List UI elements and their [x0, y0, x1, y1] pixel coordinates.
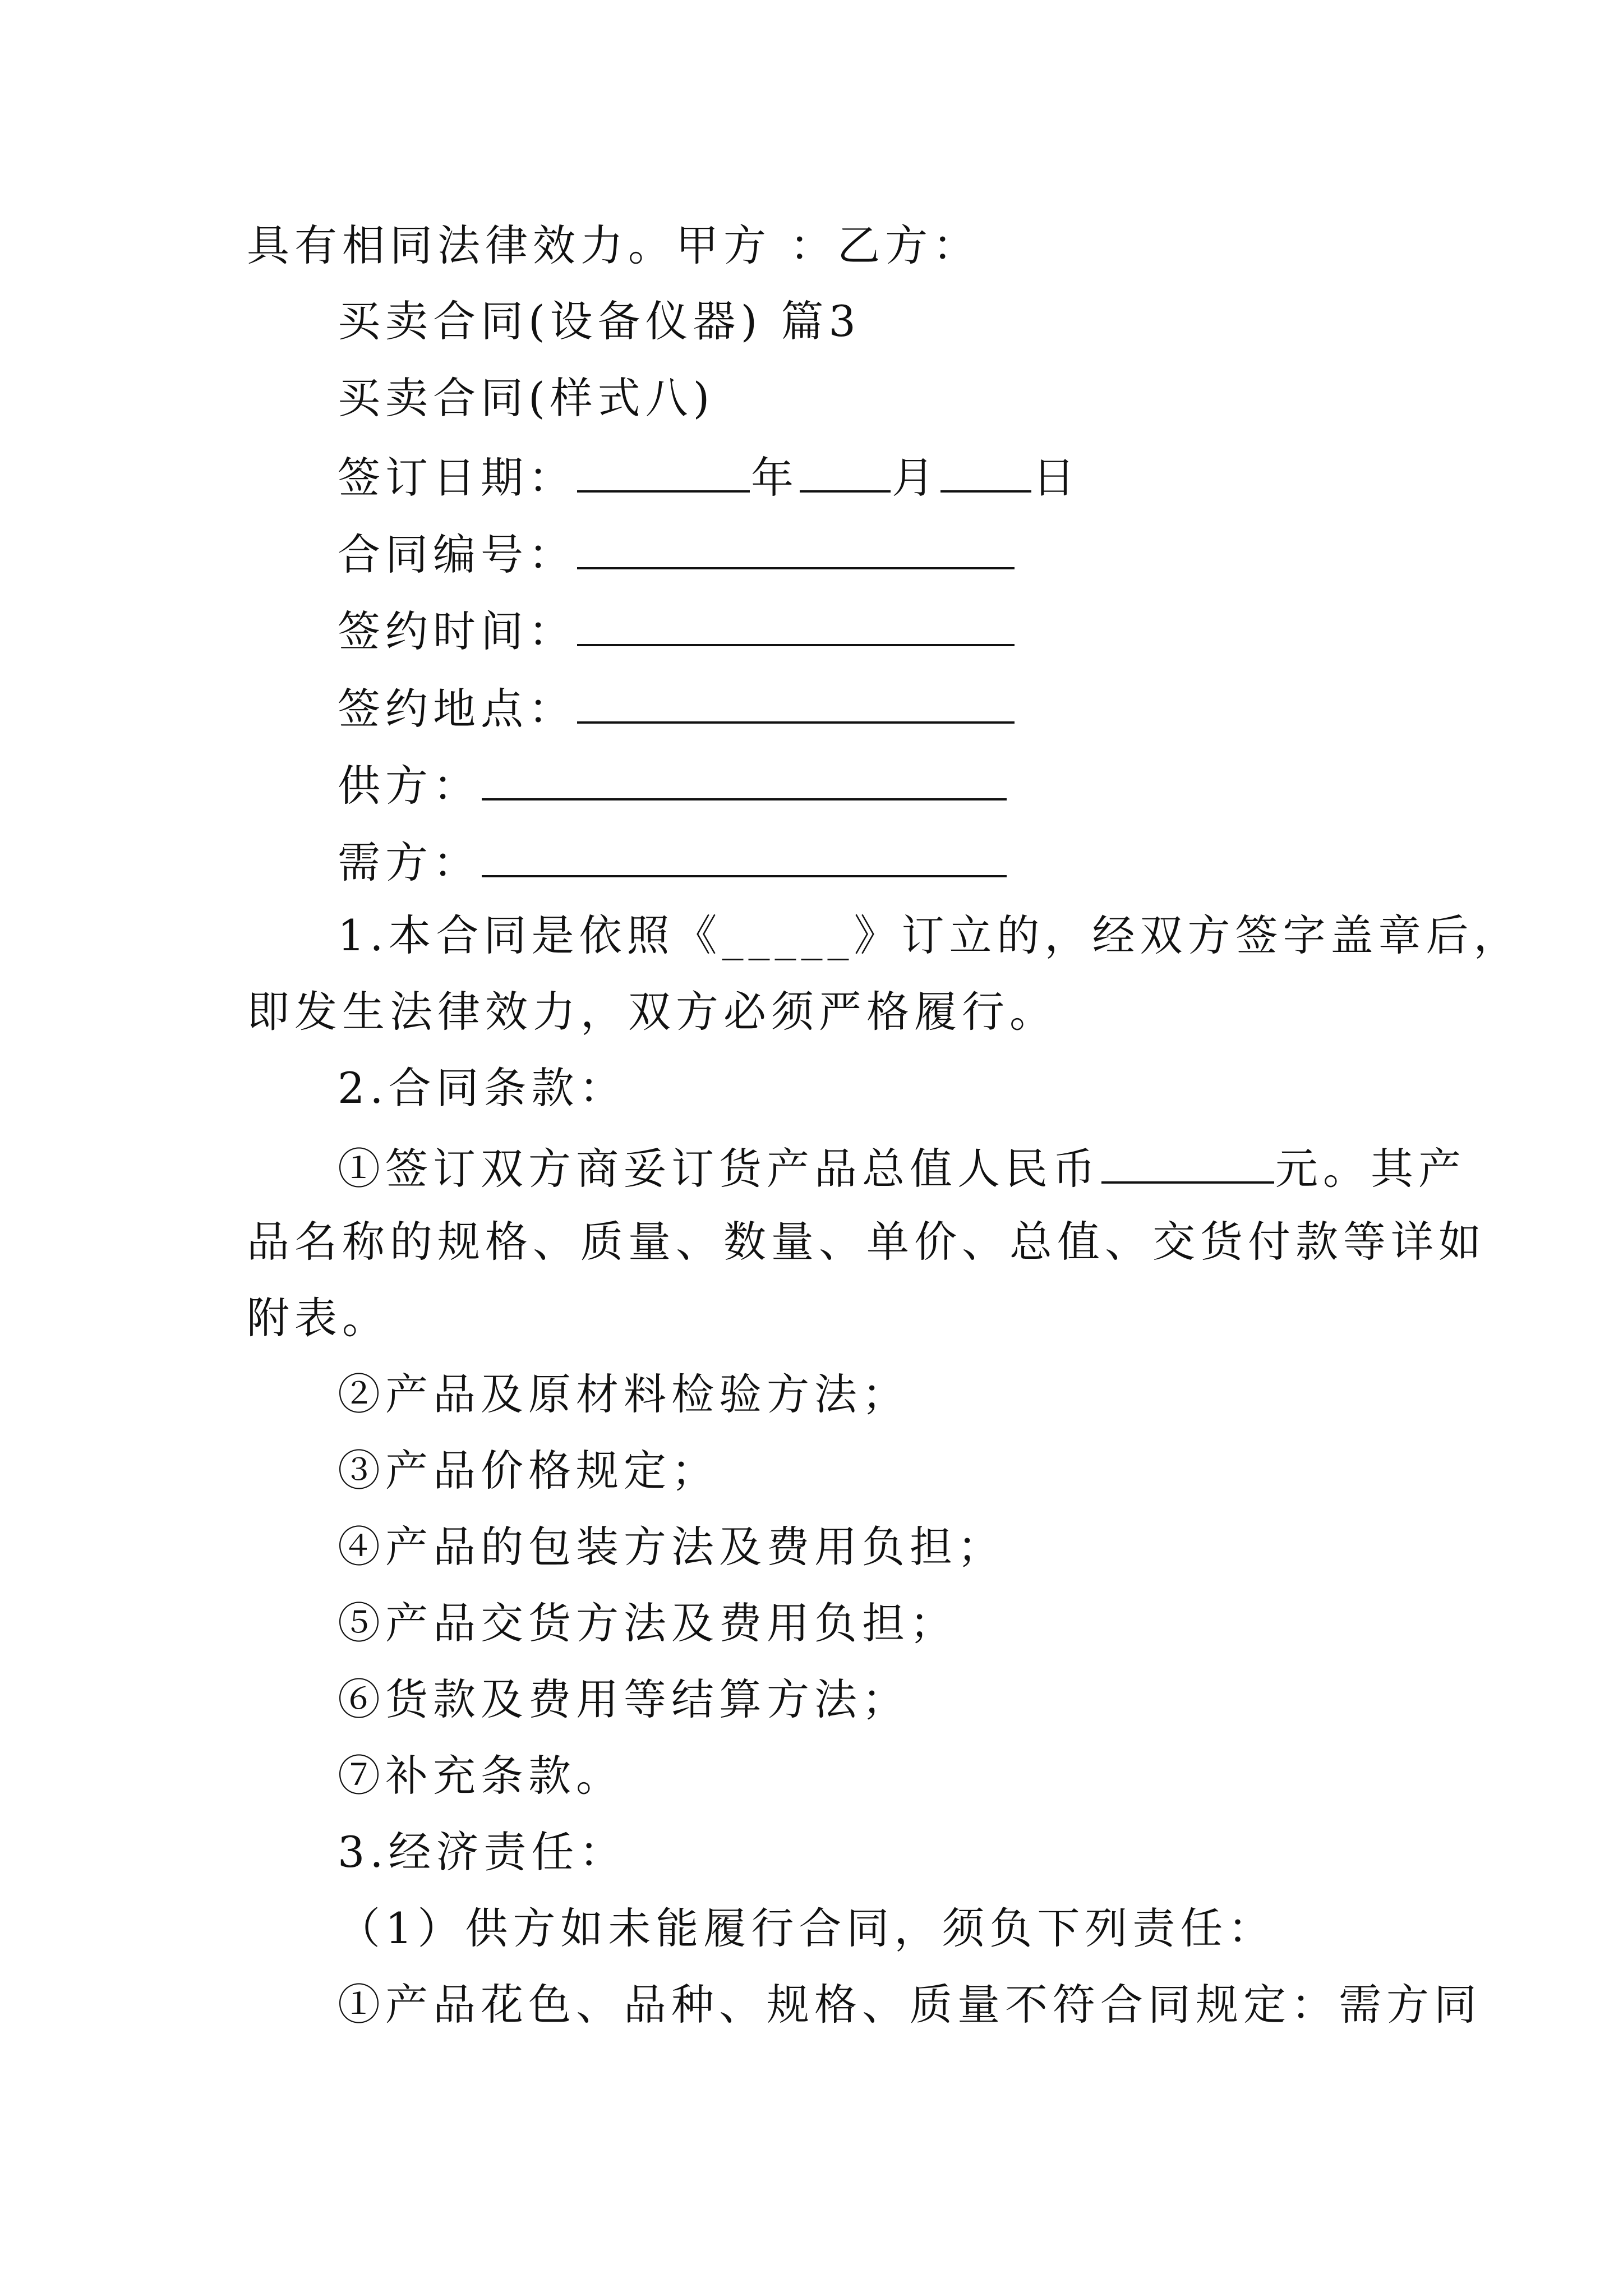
contract-no-line	[338, 530, 1016, 579]
supplier-label: 供方：	[338, 761, 481, 811]
clause-2-item-2: ②产品及原材料检验方法；	[338, 1369, 910, 1419]
buyer-label: 需方：	[338, 838, 481, 887]
clause-2-item-6: ⑥货款及费用等结算方法；	[338, 1674, 910, 1724]
sign-time-blank	[577, 607, 1015, 646]
sign-time-line	[338, 606, 1016, 656]
year-label: 年	[751, 453, 799, 503]
contract-no-blank	[577, 530, 1015, 569]
sign-date-line	[338, 453, 1080, 503]
buyer-blank	[482, 838, 1007, 877]
clause-1-line-1: 1.本合同是依照《_____》订立的，经双方签字盖章后，	[338, 910, 1521, 960]
clause-total-suffix: 元。其产	[1275, 1144, 1466, 1194]
doc-heading: 买卖合同(设备仪器) 篇3	[338, 296, 861, 346]
sign-place-label: 签约地点：	[338, 684, 576, 734]
month-label: 月	[892, 453, 939, 503]
clause-1-line-2: 即发生法律效力，双方必须严格履行。	[247, 987, 1057, 1037]
day-blank	[940, 453, 1031, 493]
day-label: 日	[1032, 453, 1080, 503]
month-blank	[800, 453, 891, 493]
clause-2-item-3: ③产品价格规定；	[338, 1446, 719, 1496]
clause-total-line-2: 品名称的规格、质量、数量、单价、总值、交货付款等详如	[247, 1217, 1486, 1267]
clause-3-item-1: ①产品花色、品种、规格、质量不符合同规定：需方同	[338, 1980, 1482, 2030]
supplier-line	[338, 761, 1008, 811]
clause-2-heading: 2.合同条款：	[338, 1063, 627, 1113]
sign-place-line	[338, 684, 1016, 734]
sign-time-label: 签约时间：	[338, 606, 576, 656]
clause-total-prefix: ①签订双方商妥订货产品总值人民币	[338, 1144, 1100, 1194]
clause-2-item-7: ⑦补充条款。	[338, 1751, 624, 1801]
year-blank	[577, 453, 750, 493]
clause-2-item-4: ④产品的包装方法及费用负担；	[338, 1522, 1005, 1572]
supplier-blank	[482, 761, 1007, 800]
contract-no-label: 合同编号：	[338, 530, 576, 579]
buyer-line	[338, 838, 1008, 887]
doc-subheading: 买卖合同(样式八)	[338, 373, 715, 423]
clause-total-line-3: 附表。	[247, 1293, 390, 1343]
clause-total-line	[338, 1144, 1466, 1194]
doc-line-1: 具有相同法律效力。甲方 ：乙方：	[247, 220, 981, 270]
sign-place-blank	[577, 684, 1015, 724]
sign-date-label: 签订日期：	[338, 453, 576, 503]
clause-3-heading: 3.经济责任：	[338, 1827, 627, 1877]
clause-3-sub-1: （1）供方如未能履行合同，须负下列责任：	[338, 1903, 1276, 1953]
total-amount-blank	[1101, 1144, 1274, 1184]
clause-2-item-5: ⑤产品交货方法及费用负担；	[338, 1598, 957, 1648]
